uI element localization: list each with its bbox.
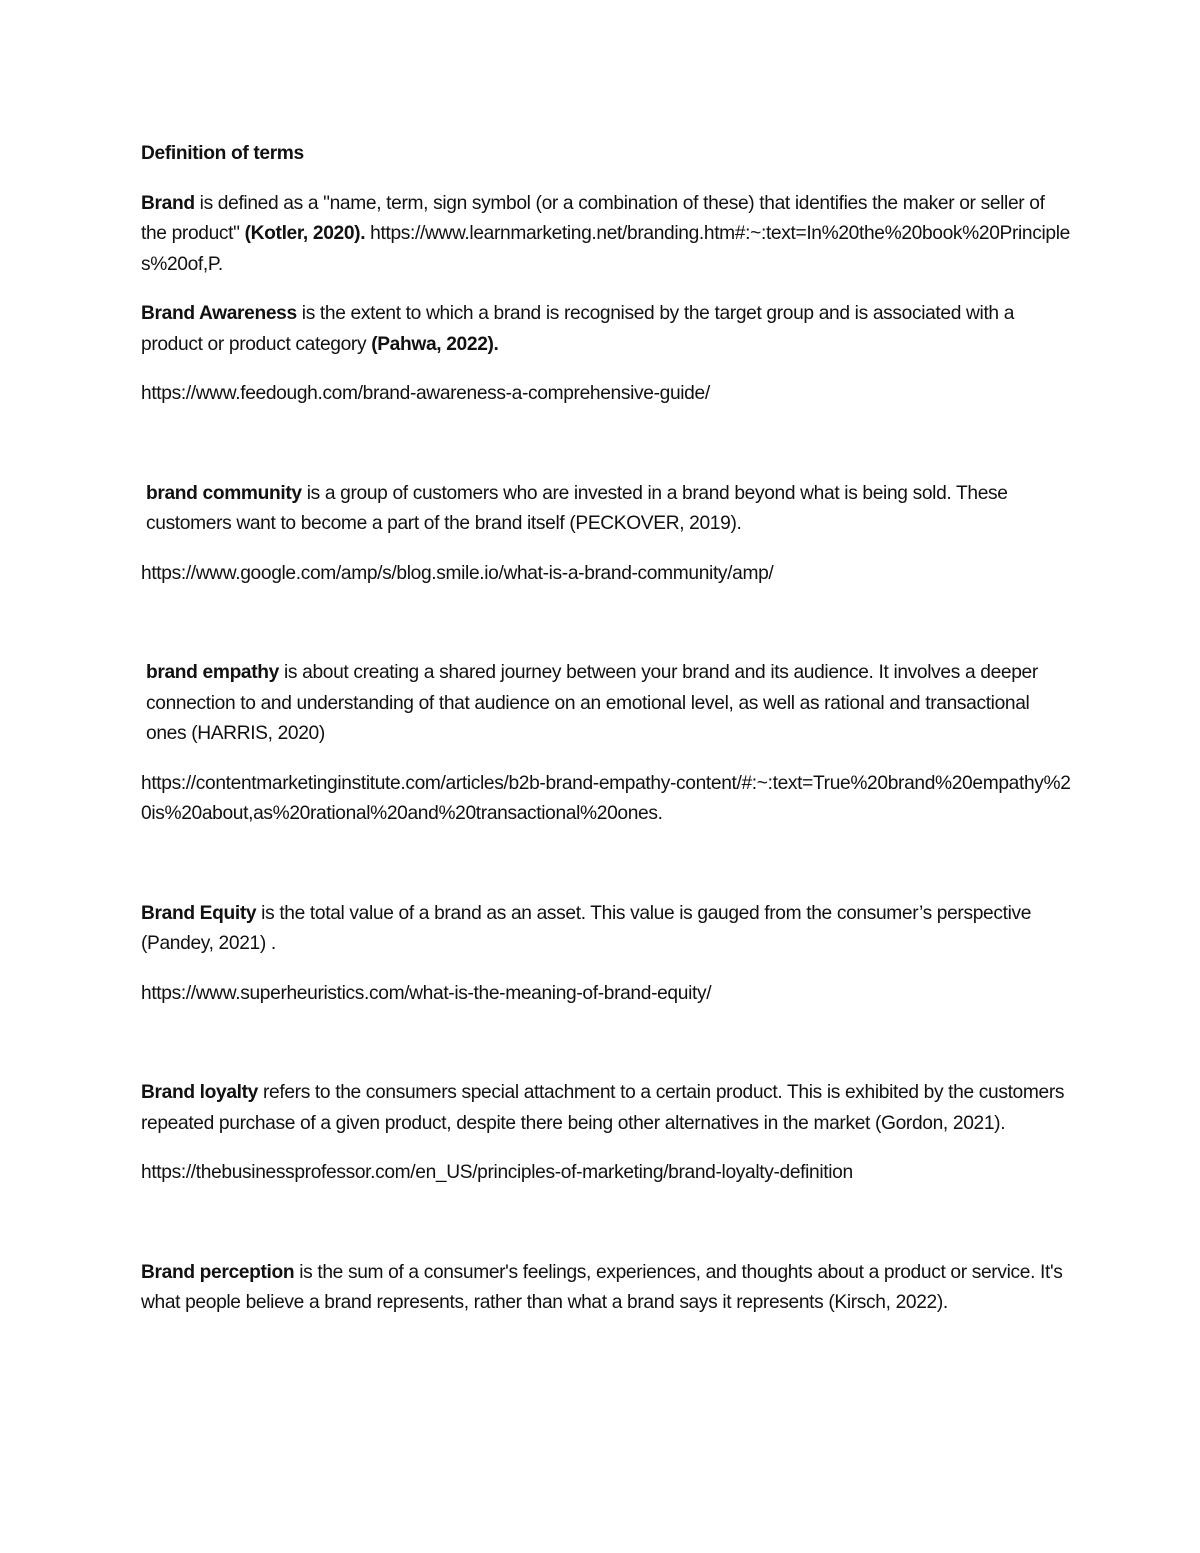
term-brand-community: brand community [146,482,302,504]
document-body [141,139,1071,1338]
definition-brand-loyalty [141,1078,1071,1139]
term-brand-equity: Brand Equity [141,902,257,924]
term-brand-perception: Brand perception [141,1261,295,1283]
definition-brand-equity [141,899,1071,960]
term-brand-awareness: Brand Awareness [141,303,297,324]
term-brand-empathy: brand empathy [146,662,279,683]
definition-text: is the extent to which a brand is recognised by the target group and is associated with a product or product category [141,303,1015,355]
reference-link[interactable]: https://www.google.com/amp/s/blog.smile.io/what-is-a-brand-community/amp/ [141,562,774,584]
term-brand-loyalty: Brand loyalty [141,1082,259,1103]
term-brand: Brand [141,192,195,214]
definition-text: is the total value of a brand as an asset. This value is gauged from the consumer’s perspective (Pandey, 2021) . [141,902,1032,954]
document-heading: Definition of terms [141,143,304,164]
definition-text: is defined as a "name, term, sign symbol (or a combination of these) that identifies the maker or seller of the product" [141,192,1045,244]
definition-brand [141,189,1071,281]
definition-text: is a group of customers who are invested in a brand beyond what is being sold. These customers want to become a part of the brand itself (PECKOVER, 2019). [146,482,1008,534]
reference-link[interactable]: https://contentmarketinginstitute.com/articles/b2b-brand-empathy-content/#:~:text=True%20brand%20empathy%20is%20about,as%20rational%20and%20transactional%20ones. [141,772,1071,824]
citation: (Pahwa, 2022). [371,333,499,355]
reference-link[interactable]: https://thebusinessprofessor.com/en_US/principles-of-marketing/brand-loyalty-definition [141,1162,853,1183]
reference-link[interactable]: https://www.feedough.com/brand-awareness-a-comprehensive-guide/ [141,383,710,404]
definition-brand-empathy [141,658,1071,750]
definition-brand-awareness [141,299,1071,360]
definition-text: is the sum of a consumer's feelings, experiences, and thoughts about a product or service. It's what people believe a brand represents, rather than what a brand says it represents (Kirsch, 2022). [141,1261,1063,1313]
citation: (Kotler, 2020). [244,223,366,244]
definition-text: refers to the consumers special attachment to a certain product. This is exhibited by the customers repeated purchase of a given product, despite there being other alternatives in the market (Gordon, 2021). [141,1082,1065,1134]
reference-link[interactable]: https://www.superheuristics.com/what-is-the-meaning-of-brand-equity/ [141,982,712,1004]
definition-brand-perception [141,1258,1071,1319]
definition-brand-community [141,479,1071,540]
definition-text: is about creating a shared journey between your brand and its audience. It involves a deeper connection to and understanding of that audience on an emotional level, as well as rational and transactional ones (HARRIS, 2020) [146,662,1038,744]
reference-link[interactable]: https://www.learnmarketing.net/branding.htm#:~:text=In%20the%20book%20Principles%20of,P. [141,223,1070,275]
